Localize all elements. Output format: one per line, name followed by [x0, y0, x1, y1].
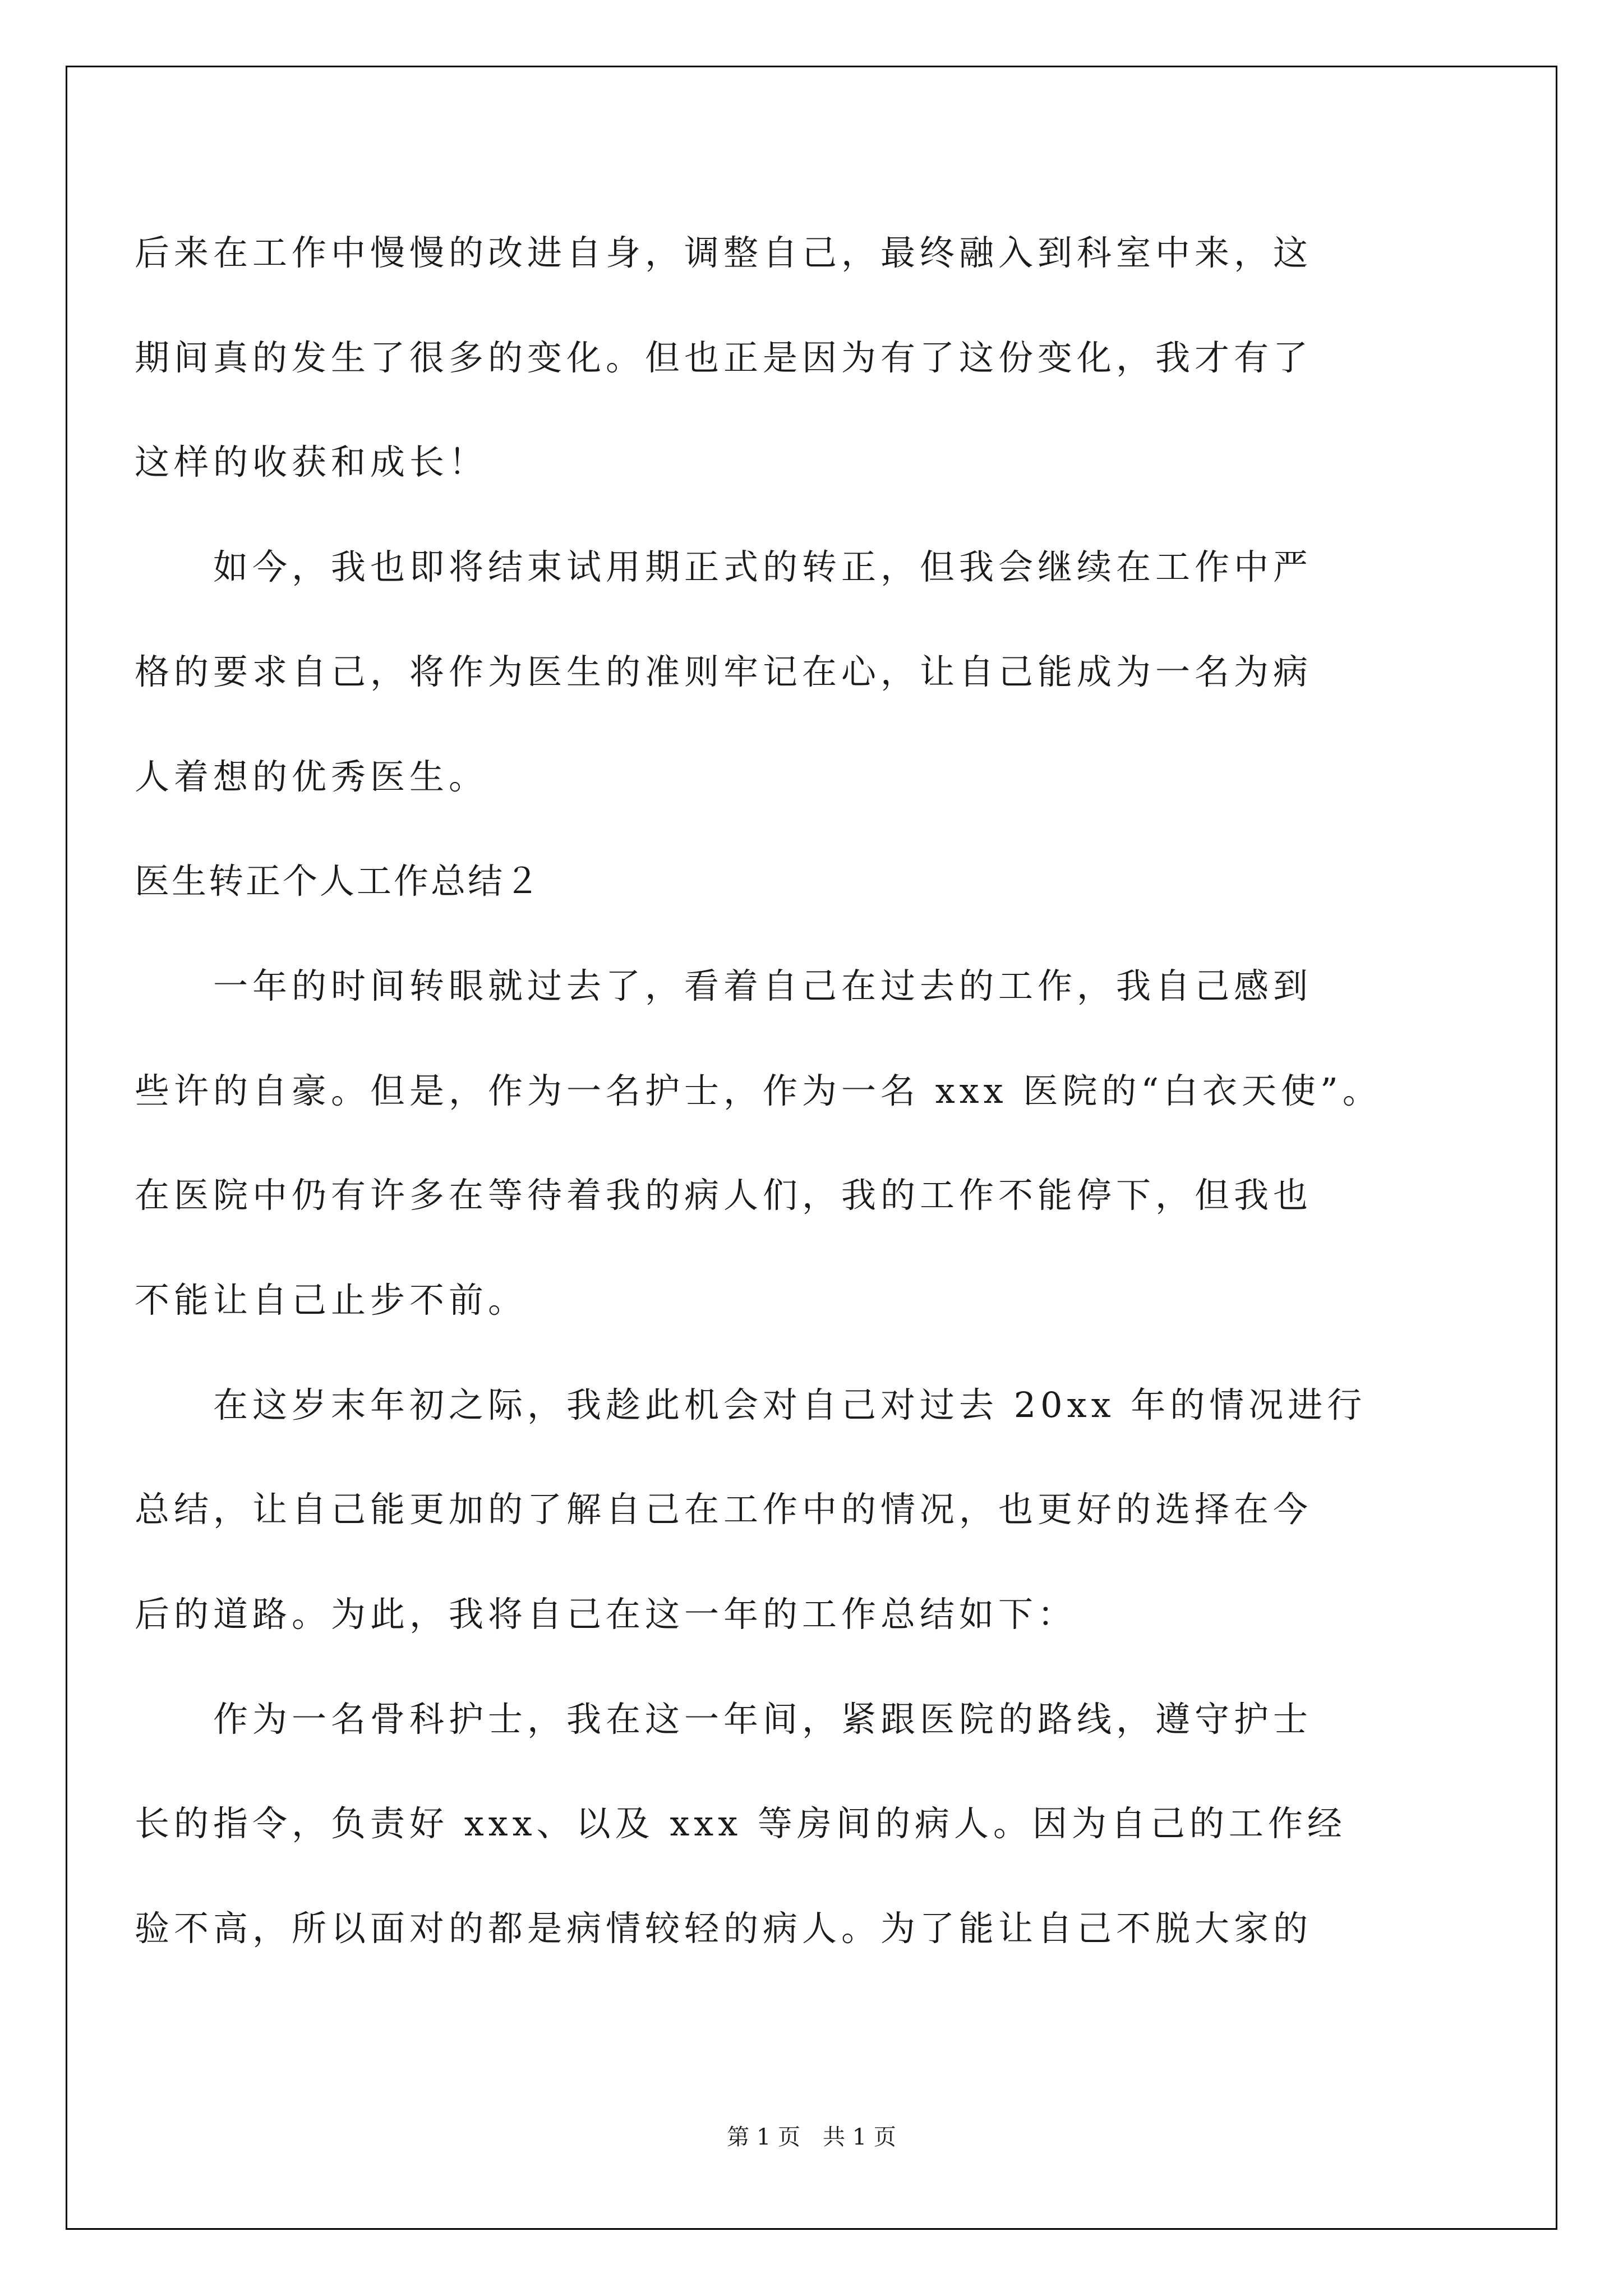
paragraph-line: 总结，让自己能更加的了解自己在工作中的情况，也更好的选择在今	[135, 1489, 1313, 1530]
paragraph-line: 在医院中仍有许多在等待着我的病人们，我的工作不能停下，但我也	[135, 1175, 1313, 1216]
paragraph-line: 格的要求自己，将作为医生的准则牢记在心，让自己能成为一名为病	[135, 651, 1313, 692]
page-number: 第 1 页	[727, 2124, 800, 2150]
page-total: 共 1 页	[823, 2124, 896, 2150]
paragraph-line: 长的指令，负责好 xxx、以及 xxx 等房间的病人。因为自己的工作经	[135, 1803, 1347, 1844]
paragraph-line: 不能让自己止步不前。	[135, 1280, 528, 1320]
paragraph-line: 后来在工作中慢慢的改进自身，调整自己，最终融入到科室中来，这	[135, 232, 1313, 273]
paragraph-line: 如今，我也即将结束试用期正式的转正，但我会继续在工作中严	[213, 546, 1313, 587]
paragraph-line: 一年的时间转眼就过去了，看着自己在过去的工作，我自己感到	[213, 965, 1313, 1006]
paragraph-line: 人着想的优秀医生。	[135, 756, 488, 797]
paragraph-line: 验不高，所以面对的都是病情较轻的病人。为了能让自己不脱大家的	[135, 1908, 1313, 1949]
paragraph-line: 这样的收获和成长！	[135, 441, 488, 482]
page-frame	[66, 66, 1557, 2230]
paragraph-line: 在这岁末年初之际，我趁此机会对自己对过去 20xx 年的情况进行	[213, 1384, 1367, 1425]
page-footer	[0, 2126, 1623, 2148]
section-heading: 医生转正个人工作总结２	[135, 861, 542, 901]
paragraph-line: 期间真的发生了很多的变化。但也正是因为有了这份变化，我才有了	[135, 337, 1313, 378]
paragraph-line: 些许的自豪。但是，作为一名护士，作为一名 xxx 医院的“白衣天使”。	[135, 1070, 1382, 1111]
paragraph-line: 作为一名骨科护士，我在这一年间，紧跟医院的路线，遵守护士	[213, 1699, 1313, 1740]
paragraph-line: 后的道路。为此，我将自己在这一年的工作总结如下：	[135, 1594, 1077, 1635]
